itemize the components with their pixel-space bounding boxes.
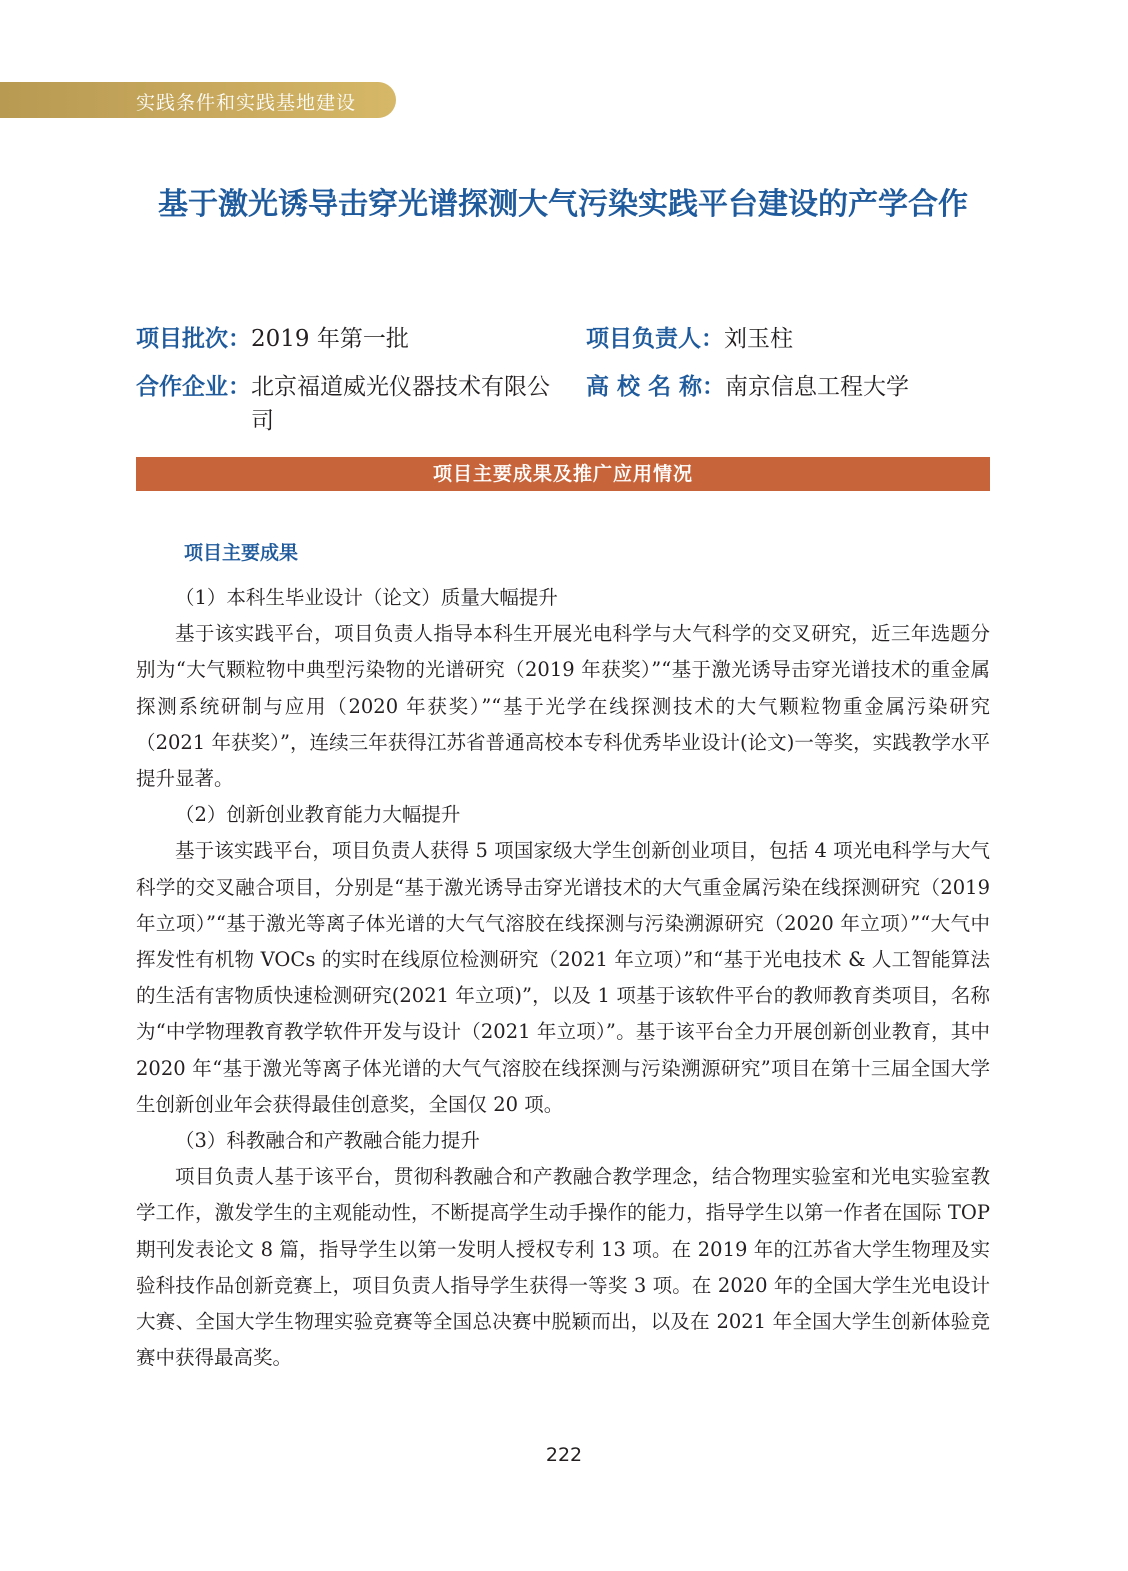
paragraph-3: 项目负责人基于该平台，贯彻科教融合和产教融合教学理念，结合物理实验室和光电实验室教学工作，激发学生的主观能动性，不断提高学生动手操作的能力，指导学生以第一作者在国际 TOP 期刊发表论文 8 篇，指导学生以第一发明人授权专利 13 项。在 2019 年的江苏省大学生物理及实验科技作品创新竞赛上，项目负责人指导学生获得一等奖 3 项。在 2020 年的全国大学生光电设计大赛、全国大学生物理实验竞赛等全国总决赛中脱颖而出，以及在 2021 年全国大学生创新体验竞赛中获得最高奖。: [136, 1165, 990, 1370]
subheading: 项目主要成果: [184, 542, 299, 564]
meta-batch: [136, 322, 409, 356]
paragraph-1: 基于该实践平台，项目负责人指导本科生开展光电科学与大气科学的交叉研究，近三年选题分别为“大气颗粒物中典型污染物的光谱研究（2019 年获奖）”“基于激光诱导击穿光谱技术的重金属探测系统研制与应用（2020 年获奖）”“基于光学在线探测技术的大气颗粒物重金属污染研究（2021 年获奖）”，连续三年获得江苏省普通高校本专科优秀毕业设计(论文)一等奖，实践教学水平提升显著。: [136, 622, 990, 791]
section-banner: [0, 82, 396, 118]
page-number: 222: [545, 1444, 583, 1466]
meta-leader: [586, 322, 793, 356]
company-label: 合作企业：: [136, 374, 251, 400]
leader-value: 刘玉柱: [724, 326, 793, 352]
batch-label: 项目批次：: [136, 326, 251, 352]
company-value: 北京福道威光仪器技术有限公司: [251, 374, 550, 434]
section-title-bar: 项目主要成果及推广应用情况: [136, 457, 990, 491]
paragraph-2: 基于该实践平台，项目负责人获得 5 项国家级大学生创新创业项目，包括 4 项光电科学与大气科学的交叉融合项目，分别是“基于激光诱导击穿光谱技术的大气重金属污染在线探测研究（2019 年立项）”“基于激光等离子体光谱的大气气溶胶在线探测与污染溯源研究（2020 年立项）”“大气中挥发性有机物 VOCs 的实时在线原位检测研究（2021 年立项）”和“基于光电技术 & 人工智能算法的生活有害物质快速检测研究(2021 年立项)”，以及 1 项基于该软件平台的教师教育类项目，名称为“中学物理教育教学软件开发与设计（2021 年立项）”。基于该平台全力开展创新创业教育，其中 2020 年“基于激光等离子体光谱的大气气溶胶在线探测与污染溯源研究”项目在第十三届全国大学生创新创业年会获得最佳创意奖，全国仅 20 项。: [136, 839, 990, 1116]
batch-value: 2019 年第一批: [251, 326, 409, 352]
meta-school: [586, 370, 909, 404]
page-title: 基于激光诱导击穿光谱探测大气污染实践平台建设的产学合作: [158, 187, 968, 222]
leader-label: 项目负责人：: [586, 326, 724, 352]
banner-text: 实践条件和实践基地建设: [136, 92, 357, 114]
paragraph-heading-3: （3）科教融合和产教融合能力提升: [175, 1129, 480, 1153]
paragraph-heading-1: （1）本科生毕业设计（论文）质量大幅提升: [175, 586, 558, 609]
body-text: [136, 580, 990, 1376]
paragraph-heading-2: （2）创新创业教育能力大幅提升: [175, 803, 461, 827]
school-value: 南京信息工程大学: [725, 374, 910, 400]
meta-company: [136, 370, 568, 438]
school-label: 高 校 名 称：: [586, 374, 726, 400]
